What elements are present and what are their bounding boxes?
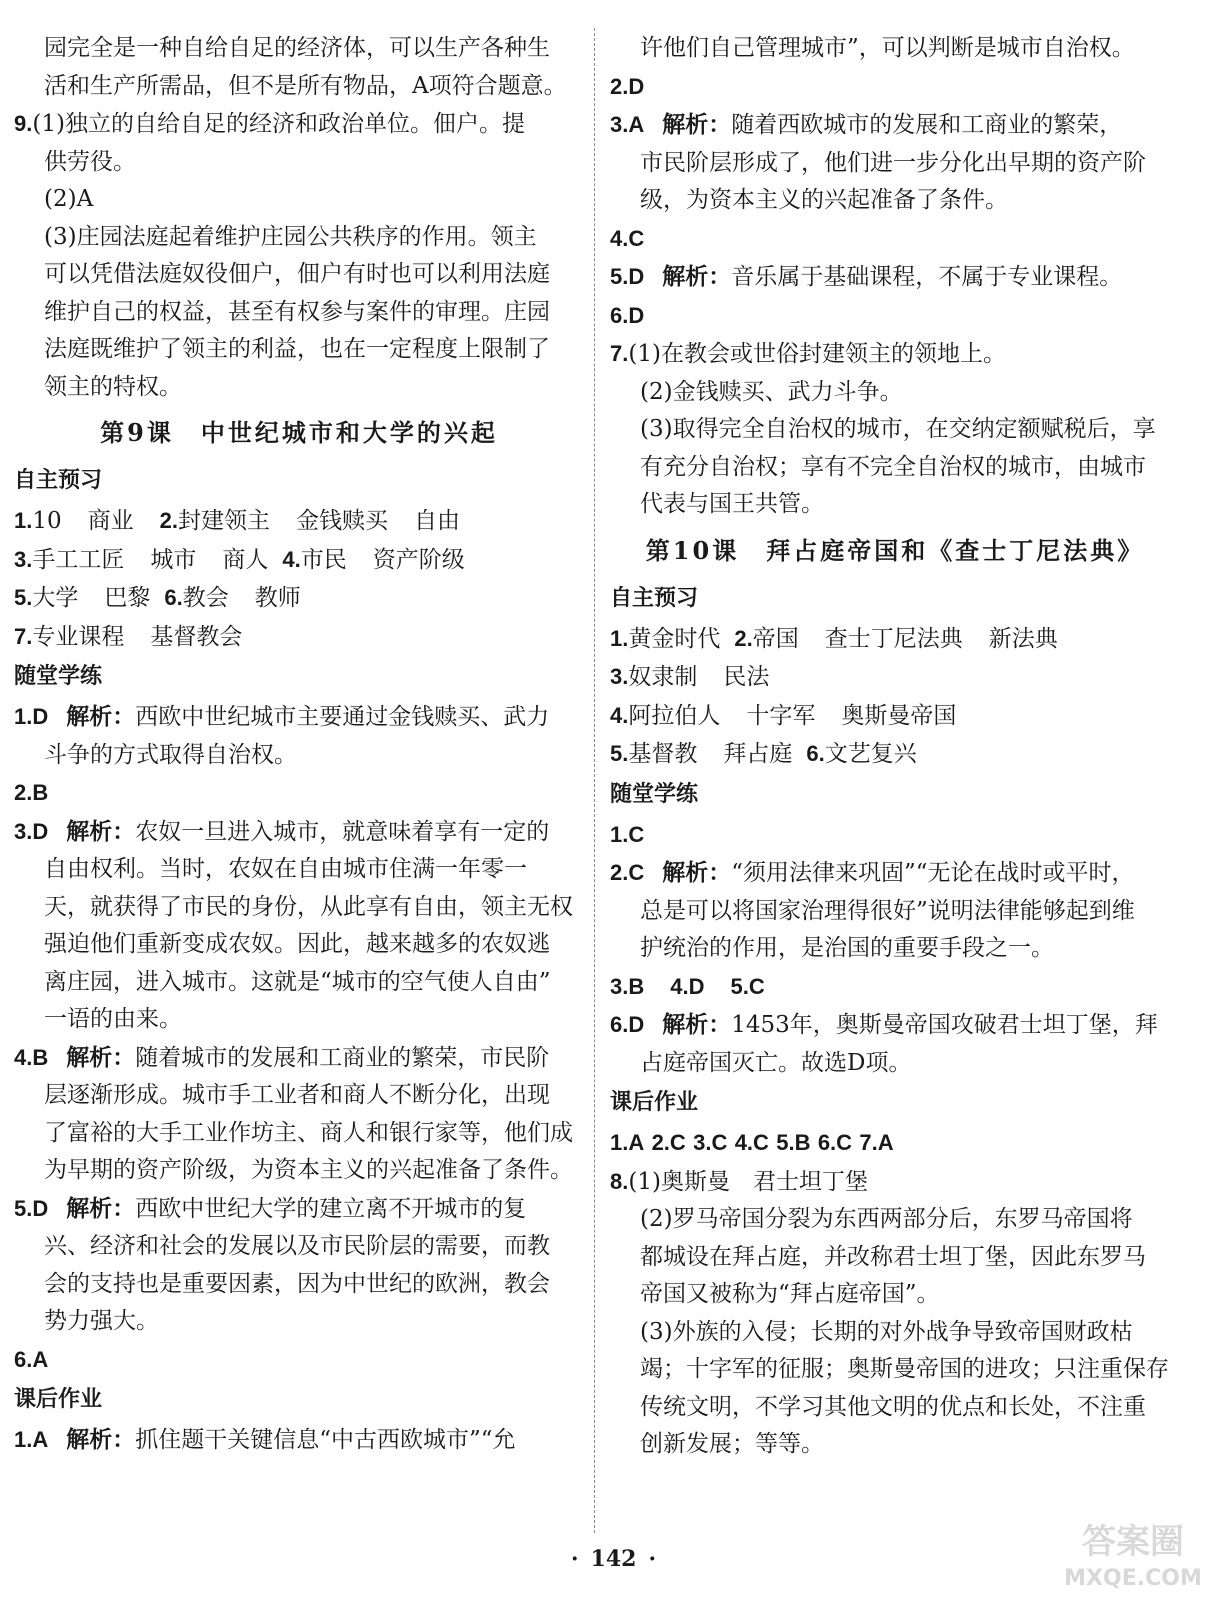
answer: 商业 bbox=[87, 508, 134, 534]
answer-letter: C bbox=[628, 225, 645, 251]
answer-letter: D bbox=[628, 1012, 645, 1037]
answer: 商人 bbox=[222, 546, 269, 573]
answer-row bbox=[610, 968, 1180, 1007]
answer-letter: C bbox=[748, 973, 765, 999]
text-line: 会的支持也是重要因素，因为中世纪的欧洲，教会 bbox=[44, 1270, 550, 1297]
answer: 专业课程 bbox=[32, 623, 125, 650]
question-number: 6. bbox=[164, 585, 183, 610]
right-column bbox=[610, 30, 1180, 1464]
answer: 资产阶级 bbox=[372, 546, 465, 573]
analysis-label: 解析： bbox=[662, 264, 732, 290]
question-number: 6. bbox=[14, 1346, 33, 1372]
answer-letter: B bbox=[628, 973, 645, 999]
question-number: 5. bbox=[14, 585, 33, 610]
analysis-label: 解析： bbox=[66, 1195, 136, 1222]
answer-letter: A bbox=[877, 1130, 894, 1155]
answer-letter: C bbox=[628, 860, 645, 885]
answer-letter: B bbox=[32, 1044, 49, 1070]
question-number: 6. bbox=[610, 1012, 629, 1037]
answer: 自由 bbox=[414, 508, 460, 534]
question-number: 8. bbox=[610, 1168, 629, 1194]
analysis-text: 1453年，奥斯曼帝国攻破君士坦丁堡，拜 bbox=[731, 1012, 1158, 1038]
answer-letter: C bbox=[628, 821, 645, 847]
answer-item bbox=[14, 813, 584, 852]
analysis-text: 西欧中世纪大学的建立离不开城市的复 bbox=[135, 1195, 527, 1222]
answer: 黄金时代 bbox=[628, 625, 721, 652]
analysis-label: 解析： bbox=[662, 1012, 732, 1038]
answer: 手工工匠 bbox=[32, 546, 125, 573]
analysis-label: 解析： bbox=[66, 704, 136, 730]
answer: 教师 bbox=[254, 585, 301, 611]
question-number: 1. bbox=[14, 508, 33, 533]
analysis-text: 农奴一旦进入城市，就意味着享有一定的 bbox=[135, 818, 550, 845]
answer-letter: C bbox=[669, 1130, 686, 1155]
answer-item bbox=[610, 297, 1180, 336]
answer: 金钱赎买 bbox=[296, 508, 388, 534]
question-number: 1. bbox=[610, 625, 629, 651]
answer-row bbox=[610, 658, 1180, 697]
answer-letter: A bbox=[628, 1130, 645, 1155]
text-line: 法庭既维护了领主的利益，也在一定程度上限制了 bbox=[44, 336, 550, 362]
answer-letter: D bbox=[688, 973, 705, 999]
answer-letter: C bbox=[711, 1130, 728, 1155]
section-heading: 随堂学练 bbox=[14, 664, 103, 689]
answer-item bbox=[610, 816, 1180, 855]
question-number: 6. bbox=[806, 741, 825, 766]
question-number: 2. bbox=[610, 73, 629, 99]
answer-item bbox=[610, 106, 1180, 145]
answer-letter: D bbox=[32, 818, 49, 844]
question-number: 3. bbox=[610, 664, 629, 689]
answer-text: (1)独立的自给自足的经济和政治单位。佃户。提 bbox=[32, 111, 525, 137]
answer-letter: B bbox=[32, 780, 49, 805]
answer-letter: A bbox=[32, 1427, 49, 1452]
question-number: 3. bbox=[610, 973, 629, 999]
answer: 教会 bbox=[182, 585, 229, 611]
answer-item bbox=[14, 1421, 584, 1460]
question-number: 7. bbox=[610, 341, 629, 366]
answer-item bbox=[610, 1163, 1180, 1202]
analysis-text: 随着城市的发展和工商业的繁荣，市民阶 bbox=[135, 1044, 550, 1071]
text-line: 园完全是一种自给自足的经济体，可以生产各种生 bbox=[44, 35, 550, 61]
text-line: 斗争的方式取得自治权。 bbox=[44, 741, 297, 768]
question-number: 5. bbox=[610, 264, 629, 289]
column-divider bbox=[594, 28, 595, 1533]
answer-item bbox=[14, 698, 584, 737]
text-line: 竭；十字军的征服；奥斯曼帝国的进攻；只注重保存 bbox=[640, 1356, 1169, 1382]
question-number: 2. bbox=[14, 780, 33, 805]
text-line: 占庭帝国灭亡。故选D项。 bbox=[640, 1049, 912, 1076]
question-number: 4. bbox=[734, 1130, 754, 1155]
question-number: 5. bbox=[730, 973, 749, 999]
answer-item bbox=[610, 1006, 1180, 1045]
answer-letter: A bbox=[32, 1346, 49, 1372]
answer-letter: D bbox=[32, 1195, 49, 1221]
text-line: 市民阶层形成了，他们进一步分化出早期的资产阶 bbox=[640, 149, 1146, 176]
question-number: 1. bbox=[14, 1427, 33, 1452]
answer-letter: A bbox=[628, 112, 645, 137]
text-line: 创新发展；等等。 bbox=[640, 1431, 824, 1457]
answer: 新法典 bbox=[988, 625, 1058, 652]
answer-letter: C bbox=[753, 1130, 769, 1155]
answer-letter: D bbox=[628, 264, 645, 289]
answer: 基督教会 bbox=[150, 623, 243, 650]
text-line: 级，为资本主义的兴起准备了条件。 bbox=[640, 187, 1008, 213]
text-line: 代表与国王共管。 bbox=[640, 491, 824, 517]
answer: 奥斯曼帝国 bbox=[841, 702, 957, 729]
answer-row bbox=[610, 1124, 1180, 1163]
answer-item bbox=[610, 335, 1180, 374]
question-number: 4. bbox=[282, 546, 301, 572]
text-line: 维护自己的权益，甚至有权参与案件的审理。庄园 bbox=[44, 298, 550, 325]
page-number-value: 142 bbox=[590, 1546, 637, 1572]
question-number: 7. bbox=[14, 623, 33, 649]
analysis-text: “须用法律来巩固”“无论在战时或平时， bbox=[731, 860, 1135, 886]
question-number: 3. bbox=[14, 546, 33, 572]
answer: 阿拉伯人 bbox=[628, 702, 721, 729]
section-heading: 自主预习 bbox=[610, 585, 699, 611]
text-line: (2)罗马帝国分裂为东西两部分后，东罗马帝国将 bbox=[640, 1206, 1133, 1232]
question-number: 2. bbox=[159, 508, 178, 533]
text-line: (3)取得完全自治权的城市，在交纳定额赋税后，享 bbox=[640, 416, 1156, 442]
answer: 查士丁尼法典 bbox=[824, 625, 963, 652]
answer-letter: D bbox=[32, 704, 49, 729]
text-line: 领主的特权。 bbox=[44, 373, 182, 400]
question-number: 5. bbox=[14, 1195, 33, 1221]
question-number: 2. bbox=[651, 1130, 670, 1155]
page-number: · 142 · bbox=[570, 1546, 657, 1572]
answer-item bbox=[14, 774, 584, 813]
answer-item bbox=[610, 68, 1180, 107]
question-number: 1. bbox=[610, 821, 629, 847]
question-number: 9. bbox=[14, 111, 33, 136]
answer-row bbox=[14, 579, 584, 618]
answer-letter: C bbox=[836, 1130, 853, 1155]
answer-row bbox=[14, 541, 584, 580]
text-line: 了富裕的大手工业作坊主、商人和银行家等，他们成 bbox=[44, 1119, 573, 1146]
answer-item bbox=[610, 258, 1180, 297]
lesson-title: 第9课 中世纪城市和大学的兴起 bbox=[100, 418, 498, 447]
answer: 封建领主 bbox=[178, 508, 270, 534]
text-line: 层逐渐形成。城市手工业者和商人不断分化，出现 bbox=[44, 1082, 550, 1108]
text-line: 强迫他们重新变成农奴。因此，越来越多的农奴逃 bbox=[44, 931, 550, 957]
watermark-url: MXQE.COM bbox=[1064, 1566, 1202, 1591]
text-line: 活和生产所需品，但不是所有物品，A项符合题意。 bbox=[44, 72, 567, 99]
section-heading: 课后作业 bbox=[610, 1090, 699, 1115]
analysis-text: 抓住题干关键信息“中古西欧城市”“允 bbox=[135, 1427, 516, 1453]
left-column bbox=[14, 30, 584, 1460]
text-line: 许他们自己管理城市”，可以判断是城市自治权。 bbox=[640, 35, 1135, 61]
watermark-title: 答案圈 bbox=[1082, 1522, 1184, 1562]
analysis-label: 解析： bbox=[662, 112, 732, 138]
answer: 市民 bbox=[300, 546, 347, 573]
answer-item bbox=[610, 220, 1180, 259]
lesson-title: 第10课 拜占庭帝国和《查士丁尼法典》 bbox=[645, 535, 1145, 565]
answer: 拜占庭 bbox=[723, 741, 793, 767]
text-line: 兴、经济和社会的发展以及市民阶层的需要，而教 bbox=[44, 1233, 550, 1259]
text-line: 护统治的作用，是治国的重要手段之一。 bbox=[640, 935, 1054, 961]
answer: 文艺复兴 bbox=[824, 741, 917, 767]
question-number: 2. bbox=[610, 860, 629, 885]
answer: 民法 bbox=[723, 664, 770, 690]
text-line: 势力强大。 bbox=[44, 1308, 159, 1334]
question-number: 4. bbox=[14, 1044, 33, 1070]
question-number: 7. bbox=[859, 1130, 878, 1155]
answer: 十字军 bbox=[746, 702, 816, 729]
answer: 城市 bbox=[150, 546, 197, 573]
answer-row bbox=[610, 620, 1180, 659]
answer: 奴隶制 bbox=[628, 664, 698, 690]
section-heading: 随堂学练 bbox=[610, 781, 699, 807]
answer-item bbox=[14, 1341, 584, 1380]
text-line: 可以凭借法庭奴役佃户，佃户有时也可以利用法庭 bbox=[44, 261, 550, 287]
question-9 bbox=[14, 105, 584, 144]
answer-row bbox=[14, 618, 584, 657]
answer-letter: D bbox=[628, 73, 645, 99]
text-line: 天，就获得了市民的身份，从此享有自由，领主无权 bbox=[44, 893, 573, 920]
analysis-text: 随着西欧城市的发展和工商业的繁荣， bbox=[731, 112, 1123, 138]
question-number: 4. bbox=[610, 225, 629, 251]
answer: 10 bbox=[32, 508, 62, 534]
answer-letter: B bbox=[794, 1130, 811, 1155]
question-number: 3. bbox=[693, 1130, 712, 1155]
answer-item bbox=[14, 1039, 584, 1078]
question-number: 4. bbox=[610, 702, 629, 728]
answer-text: (1)在教会或世俗封建领主的领地上。 bbox=[628, 341, 1006, 367]
answer: 基督教 bbox=[628, 741, 698, 767]
answer-row bbox=[14, 502, 584, 541]
text-line: 有充分自治权；享有不完全自治权的城市，由城市 bbox=[640, 453, 1146, 480]
question-number: 1. bbox=[610, 1130, 629, 1155]
text-line: (3)庄园法庭起着维护庄园公共秩序的作用。领主 bbox=[44, 223, 537, 250]
section-heading: 课后作业 bbox=[14, 1387, 103, 1412]
answer-row bbox=[610, 735, 1180, 774]
question-number: 6. bbox=[610, 302, 629, 328]
answer: 巴黎 bbox=[104, 585, 151, 611]
answer-letter: D bbox=[628, 302, 645, 328]
text-line: 为早期的资产阶级，为资本主义的兴起准备了条件。 bbox=[44, 1157, 573, 1183]
section-heading: 自主预习 bbox=[14, 468, 103, 493]
text-line: 传统文明，不学习其他文明的优点和长处，不注重 bbox=[640, 1393, 1146, 1420]
analysis-label: 解析： bbox=[66, 1044, 136, 1071]
question-number: 3. bbox=[14, 818, 33, 844]
question-number: 5. bbox=[776, 1130, 795, 1155]
question-number: 5. bbox=[610, 741, 629, 766]
answer: 帝国 bbox=[752, 625, 799, 652]
text-line: 帝国又被称为“拜占庭帝国”。 bbox=[640, 1281, 940, 1307]
analysis-label: 解析： bbox=[66, 1427, 136, 1453]
question-number: 1. bbox=[14, 704, 33, 729]
text-line: 总是可以将国家治理得很好”说明法律能够起到维 bbox=[640, 897, 1135, 924]
text-line: 都城设在拜占庭，并改称君士坦丁堡，因此东罗马 bbox=[640, 1243, 1146, 1270]
analysis-label: 解析： bbox=[66, 818, 136, 845]
question-number: 2. bbox=[734, 625, 753, 651]
text-line: 离庄园，进入城市。这就是“城市的空气使人自由” bbox=[44, 968, 551, 995]
analysis-text: 音乐属于基础课程，不属于专业课程。 bbox=[731, 264, 1123, 290]
question-number: 3. bbox=[610, 112, 629, 137]
answer-item bbox=[610, 854, 1180, 893]
text-line: 一语的由来。 bbox=[44, 1006, 182, 1032]
analysis-label: 解析： bbox=[662, 860, 732, 886]
text-line: (2)金钱赎买、武力斗争。 bbox=[640, 378, 903, 405]
text-line: 自由权利。当时，农奴在自由城市住满一年零一 bbox=[44, 856, 527, 882]
text-line: (2)A bbox=[44, 186, 94, 212]
text-line: 供劳役。 bbox=[44, 148, 136, 175]
answer-row bbox=[610, 697, 1180, 736]
answer-item bbox=[14, 1190, 584, 1229]
answer: 大学 bbox=[32, 585, 79, 611]
analysis-text: 西欧中世纪城市主要通过金钱赎买、武力 bbox=[135, 704, 550, 730]
answer-text: (1)奥斯曼 君士坦丁堡 bbox=[628, 1168, 868, 1195]
watermark-logo bbox=[1048, 1515, 1218, 1595]
question-number: 4. bbox=[670, 973, 689, 999]
text-line: (3)外族的入侵；长期的对外战争导致帝国财政枯 bbox=[640, 1318, 1133, 1345]
question-number: 6. bbox=[817, 1130, 837, 1155]
